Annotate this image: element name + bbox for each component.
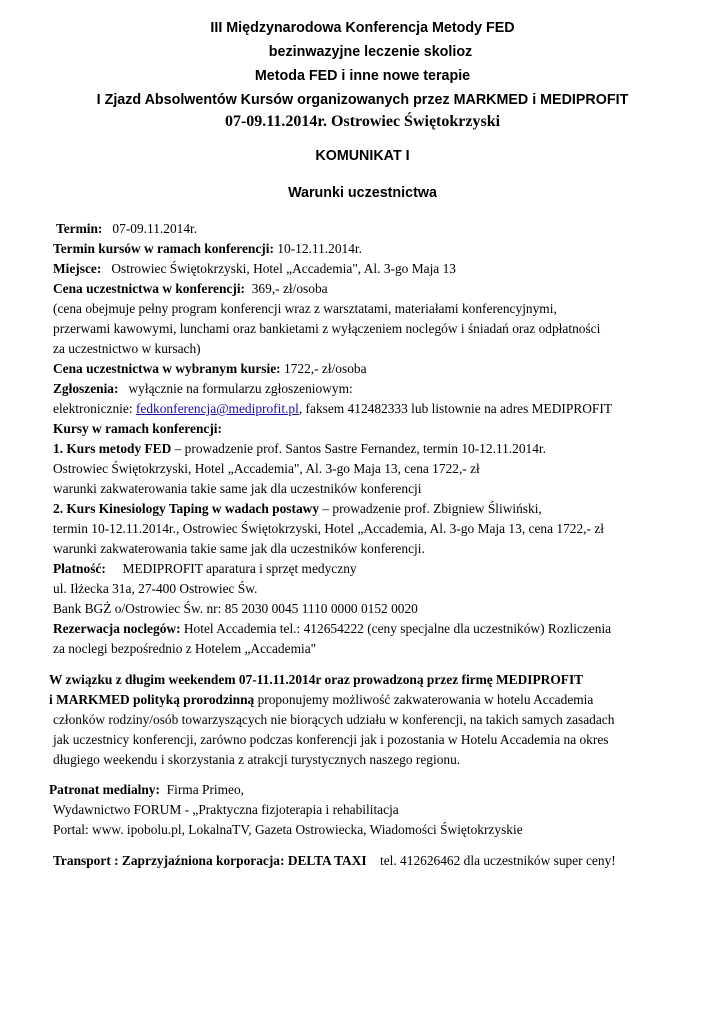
kurs-2-line-2: termin 10-12.11.2014r., Ostrowiec Świętokrzyski, Hotel „Accademia, Al. 3-go Maja 13, cena 1722,- zł bbox=[53, 521, 604, 536]
komunikat-heading: KOMUNIKAT I bbox=[315, 148, 410, 164]
conference-subtitle: bezinwazyjne leczenie skolioz bbox=[268, 44, 473, 60]
miejsce-line: Miejsce: Ostrowiec Świętokrzyski, Hotel „Accademia", Al. 3-go Maja 13 bbox=[53, 261, 456, 276]
bank-line: Bank BGŻ o/Ostrowiec Św. nr: 85 2030 0045 1110 0000 0152 0020 bbox=[53, 601, 418, 616]
conference-date-place: 07-09.11.2014r. Ostrowiec Świętokrzyski bbox=[224, 113, 501, 130]
elektronicznie-line: elektronicznie: fedkonferencja@mediprofit.pl, faksem 412482333 lub listownie na adres MEDIPROFIT bbox=[53, 401, 613, 416]
cena-note-2: przerwami kawowymi, lunchami oraz bankietami z wyłączeniem noclegów i śniadań oraz odpłatności bbox=[53, 321, 601, 336]
kurs-1-line: 1. Kurs metody FED – prowadzenie prof. Santos Sastre Fernandez, termin 10-12.11.2014r. bbox=[53, 441, 547, 456]
cena-kurs-line: Cena uczestnictwa w wybranym kursie: 1722,- zł/osoba bbox=[53, 361, 367, 376]
conference-subtitle-3: I Zjazd Absolwentów Kursów organizowanych przez MARKMED i MEDIPROFIT bbox=[96, 92, 629, 108]
weekend-line-5: długiego weekendu i skorzystania z atrakcji turystycznych naszego regionu. bbox=[53, 752, 461, 767]
cena-note-3: za uczestnictwo w kursach) bbox=[53, 341, 201, 356]
cena-note-1: (cena obejmuje pełny program konferencji wraz z warsztatami, materiałami konferencyjnymi, bbox=[53, 301, 557, 316]
termin-kursow-line: Termin kursów w ramach konferencji: 10-12.11.2014r. bbox=[53, 241, 362, 256]
kurs-1-line-3: warunki zakwaterowania takie same jak dla uczestników konferencji bbox=[53, 481, 422, 496]
conference-subtitle-2: Metoda FED i inne nowe terapie bbox=[254, 68, 471, 84]
rezerwacja-line: Rezerwacja noclegów: Hotel Accademia tel.: 412654222 (ceny specjalne dla uczestników) Rozliczenia bbox=[53, 621, 612, 636]
email-link[interactable]: fedkonferencja@mediprofit.pl bbox=[135, 401, 299, 416]
patronat-line: Patronat medialny: Firma Primeo, bbox=[49, 782, 245, 797]
weekend-line-2: i MARKMED polityką prorodzinną proponujemy możliwość zakwaterowania w hotelu Accademia bbox=[49, 692, 594, 707]
patronat-line-3: Portal: www. ipobolu.pl, LokalnaTV, Gazeta Ostrowiecka, Wiadomości Świętokrzyskie bbox=[53, 822, 523, 837]
rezerwacja-line-2: za noclegi bezpośrednio z Hotelem „Accademia" bbox=[53, 641, 317, 656]
kurs-1-line-2: Ostrowiec Świętokrzyski, Hotel „Accademia", Al. 3-go Maja 13, cena 1722,- zł bbox=[53, 461, 480, 476]
cena-line: Cena uczestnictwa w konferencji: 369,- zł/osoba bbox=[53, 281, 328, 296]
adres-line: ul. Iłżecka 31a, 27-400 Ostrowiec Św. bbox=[53, 581, 258, 596]
transport-line: Transport : Zaprzyjaźniona korporacja: DELTA TAXI tel. 412626462 dla uczestników super ceny! bbox=[53, 853, 616, 868]
platnosc-line: Płatność: MEDIPROFIT aparatura i sprzęt medyczny bbox=[53, 561, 357, 576]
weekend-line-3: członków rodziny/osób towarzyszących nie biorących udziału w konferencji, na takich samych zasadach bbox=[53, 712, 615, 727]
kursy-heading: Kursy w ramach konferencji: bbox=[53, 421, 222, 436]
kurs-2-line-3: warunki zakwaterowania takie same jak dla uczestników konferencji. bbox=[53, 541, 425, 556]
weekend-line-1: W związku z długim weekendem 07-11.11.2014r oraz prowadzoną przez firmę MEDIPROFIT bbox=[49, 672, 584, 687]
weekend-line-4: jak uczestnicy konferencji, zarówno podczas konferencji jak i pozostania w Hotelu Accademia na okres bbox=[53, 732, 609, 747]
termin-line: Termin: 07-09.11.2014r. bbox=[56, 221, 198, 236]
patronat-line-2: Wydawnictwo FORUM - „Praktyczna fizjoterapia i rehabilitacja bbox=[53, 802, 399, 817]
kurs-2-line: 2. Kurs Kinesiology Taping w wadach postawy – prowadzenie prof. Zbigniew Śliwiński, bbox=[53, 501, 542, 516]
conference-title: III Międzynarodowa Konferencja Metody FED bbox=[210, 20, 515, 36]
zgloszenia-line: Zgłoszenia: wyłącznie na formularzu zgłoszeniowym: bbox=[53, 381, 353, 396]
warunki-heading: Warunki uczestnictwa bbox=[288, 185, 437, 201]
